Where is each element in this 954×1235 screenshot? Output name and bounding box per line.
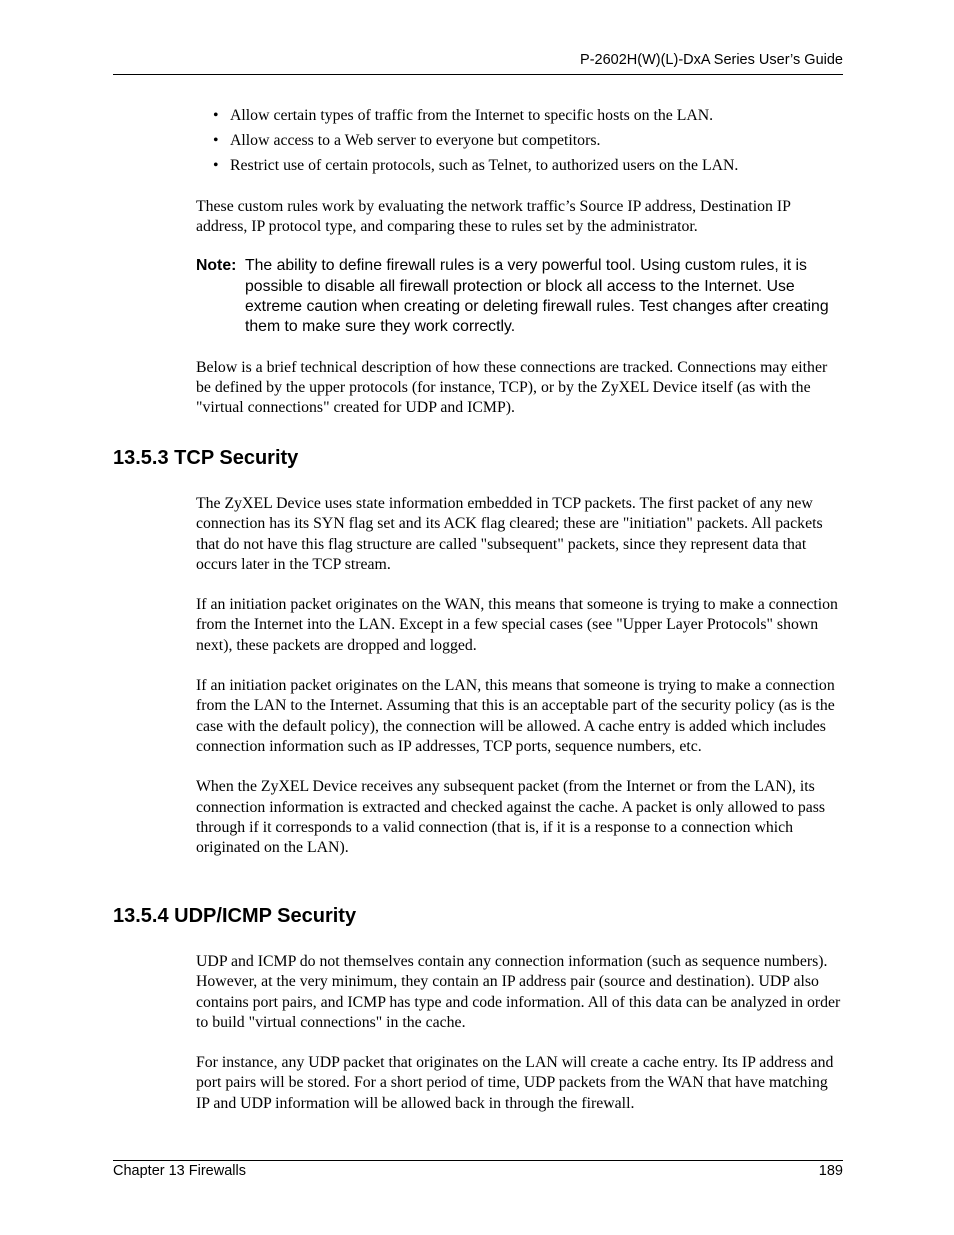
tcp-section-body bbox=[196, 494, 842, 858]
list-item: • Allow access to a Web server to everyone but competitors. bbox=[196, 131, 842, 151]
note-label: Note: bbox=[196, 257, 237, 275]
section-heading-udp-icmp-security: 13.5.4 UDP/ICMP Security bbox=[113, 905, 357, 927]
paragraph: These custom rules work by evaluating the network traffic’s Source IP address, Destination IP address, IP protocol type, and comparing these to rules set by the administrator. bbox=[196, 197, 791, 236]
list-item: • Restrict use of certain protocols, such as Telnet, to authorized users on the LAN. bbox=[196, 156, 842, 176]
page-header bbox=[113, 50, 843, 75]
note-box bbox=[196, 256, 842, 337]
paragraph: UDP and ICMP do not themselves contain any connection information (such as sequence numbers). However, at the very minimum, they contain an IP address pair (source and destination). UDP also contains port pairs, and ICMP has type and code information. All of this data can be analyzed in order to build "virtual connections" in the cache. bbox=[196, 953, 841, 1031]
chapter-title: Chapter 13 Firewalls bbox=[113, 1163, 246, 1179]
note-text: The ability to define firewall rules is a very powerful tool. Using custom rules, it is possible to disable all firewall protection or block all access to the Internet. Use extreme caution when creating or deleting firewall rules. Test changes after creating them to make sure they work correctly. bbox=[245, 257, 829, 336]
intro-content bbox=[196, 106, 842, 419]
udp-section-body bbox=[196, 952, 842, 1114]
paragraph: Below is a brief technical description of how these connections are tracked. Connections may either be defined by the upper protocols (for instance, TCP), or by the ZyXEL Device itself (as with the "virtual connections" created for UDP and ICMP). bbox=[196, 358, 828, 417]
page-number: 189 bbox=[818, 1163, 843, 1179]
section-heading-tcp-security: 13.5.3 TCP Security bbox=[113, 447, 299, 469]
bullet-list bbox=[196, 106, 842, 176]
list-item: • Allow certain types of traffic from the Internet to specific hosts on the LAN. bbox=[196, 106, 842, 126]
paragraph: When the ZyXEL Device receives any subsequent packet (from the Internet or from the LAN), its connection information is extracted and checked against the cache. A packet is only allowed to pass through if it corresponds to a valid connection (that is, if it is a response to a connection which originated on the LAN). bbox=[196, 778, 826, 857]
guide-title: P-2602H(W)(L)-DxA Series User’s Guide bbox=[580, 52, 843, 68]
paragraph: The ZyXEL Device uses state information embedded in TCP packets. The first packet of any new connection has its SYN flag set and its ACK flag cleared; these are "initiation" packets. All packets that do not have this flag structure are called "subsequent" packets, since they represent data that occurs later in the TCP stream. bbox=[196, 495, 823, 573]
paragraph: If an initiation packet originates on the WAN, this means that someone is trying to make a connection from the Internet into the LAN. Except in a few special cases (see "Upper Layer Protocols" shown next), these packets are dropped and logged. bbox=[196, 596, 838, 654]
paragraph: For instance, any UDP packet that originates on the LAN will create a cache entry. Its IP address and port pairs will be stored. For a short period of time, UDP packets from the WAN that have matching IP and UDP information will be allowed back in through the firewall. bbox=[196, 1054, 834, 1112]
page-footer bbox=[113, 1160, 843, 1179]
paragraph: If an initiation packet originates on the LAN, this means that someone is trying to make a connection from the LAN to the Internet. Assuming that this is an acceptable part of the security policy (as is the case with the default policy), the connection will be allowed. A cache entry is added which includes connection information such as IP addresses, TCP ports, sequence numbers, etc. bbox=[196, 677, 835, 755]
